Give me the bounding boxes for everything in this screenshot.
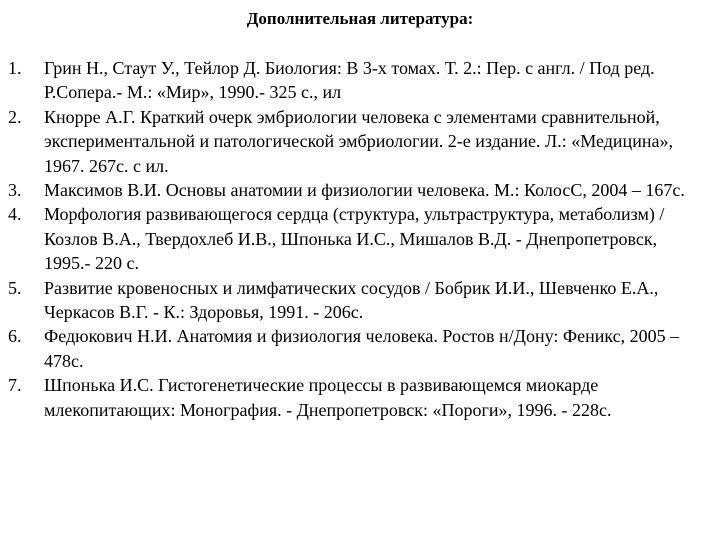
reference-list	[0, 56, 720, 422]
page-title: Дополнительная литература:	[246, 9, 474, 28]
list-item	[0, 324, 720, 373]
list-item-number: 1.	[8, 58, 22, 78]
list-item-number: 5.	[8, 277, 22, 298]
list-item-number: 7.	[8, 375, 22, 396]
list-item	[0, 105, 720, 178]
list-item-text: Шпонька И.С. Гистогенетические процессы в развивающемся миокарде млекопитающих: Монография. - Днепропетровск: «Пороги», 1996. - 228с.	[44, 375, 612, 420]
list-item-number: 6.	[8, 326, 22, 347]
list-item-text: Кнорре А.Г. Краткий очерк эмбриологии человека с элементами сравнительной, экспериментальной и патологической эмбриологии. 2-е издание. Л.: «Медицина», 1967. 267с. с ил.	[44, 106, 673, 176]
list-item-number: 4.	[8, 204, 22, 225]
list-item	[0, 276, 720, 325]
list-item-number: 3.	[8, 180, 22, 201]
list-item-text: Максимов В.И. Основы анатомии и физиологии человека. М.: КолосС, 2004 – 167с.	[44, 180, 685, 201]
list-item	[0, 56, 720, 105]
list-item-number: 2.	[8, 106, 22, 127]
list-item	[0, 178, 720, 202]
list-item-text: Федюкович Н.И. Анатомия и физиология человека. Ростов н/Дону: Феникс, 2005 – 478с.	[44, 326, 680, 371]
list-item-text: Развитие кровеносных и лимфатических сосудов / Бобрик И.И., Шевченко Е.А., Черкасов В.Г. - К.: Здоровья, 1991. - 206с.	[44, 277, 659, 323]
list-item-text: Грин Н., Стаут У., Тейлор Д. Биология: В 3-х томах. Т. 2.: Пер. с англ. / Под ред. Р.Сопера.- М.: «Мир», 1990.- 325 с., ил	[44, 58, 655, 103]
list-item	[0, 373, 720, 422]
list-item-text: Морфология развивающегося сердца (структура, ультраструктура, метаболизм) / Козлов В.А., Твердохлеб И.В., Шпонька И.С., Мишалов В.Д. - Днепропетровск, 1995.- 220 с.	[44, 204, 665, 274]
list-item	[0, 202, 720, 275]
